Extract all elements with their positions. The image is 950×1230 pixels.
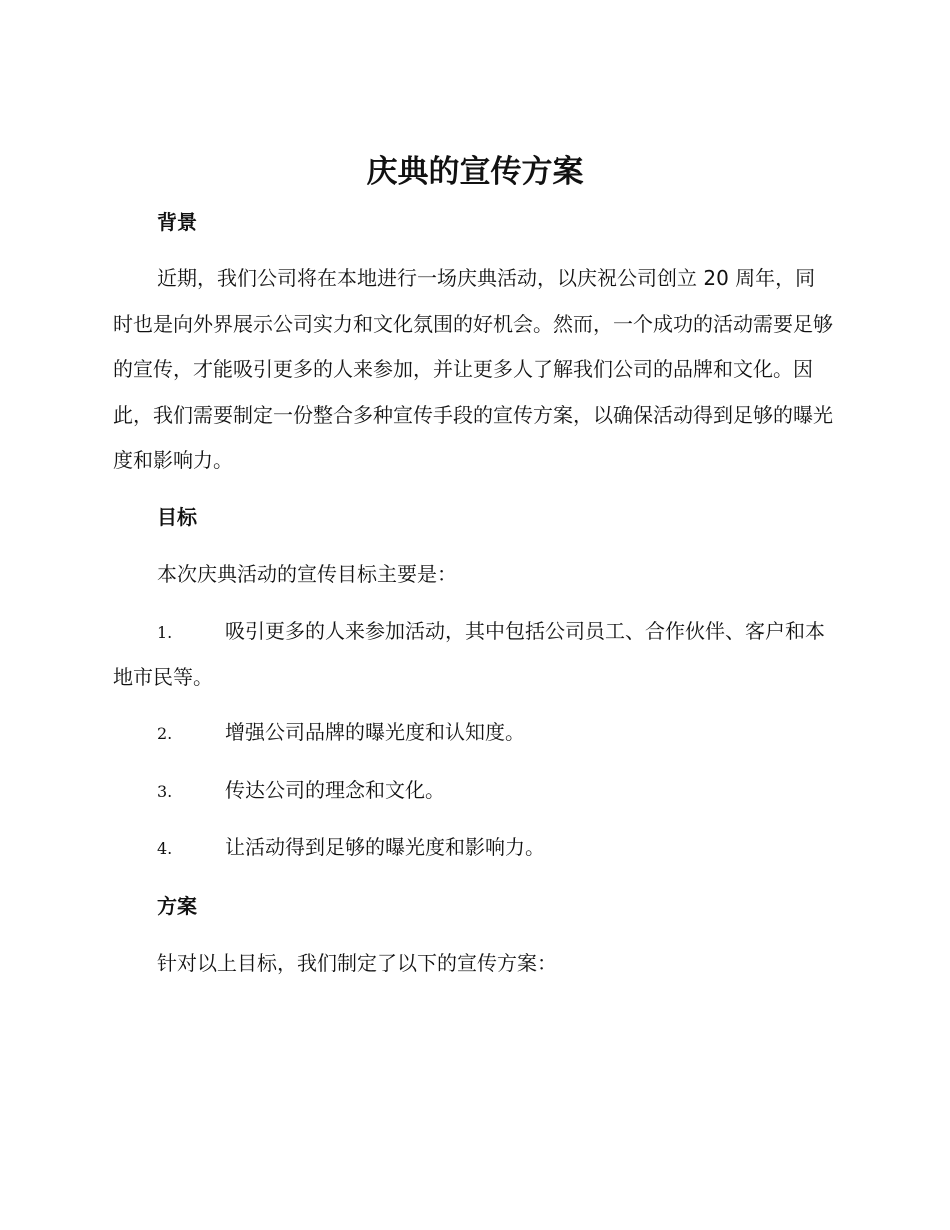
goal-item-2: [113, 710, 833, 756]
goal-item-number: 1.: [157, 623, 173, 642]
goal-item-text: 传达公司的理念和文化。: [225, 778, 445, 802]
section-heading-background: 背景: [157, 210, 197, 234]
goal-item-text: 增强公司品牌的曝光度和认知度。: [225, 720, 525, 744]
section-heading-goals: 目标: [157, 505, 197, 529]
goals-intro: 本次庆典活动的宣传目标主要是：: [157, 562, 457, 586]
goal-item-4: [113, 825, 833, 871]
goal-item-text: 吸引更多的人来参加活动，其中包括公司员工、合作伙伴、客户和本地市民等。: [113, 619, 825, 689]
goal-item-1: [113, 609, 833, 700]
section-heading-plan: 方案: [157, 894, 197, 918]
goal-item-text: 让活动得到足够的曝光度和影响力。: [225, 835, 545, 859]
goal-item-number: 3.: [157, 782, 173, 801]
document-title: 庆典的宣传方案: [366, 154, 584, 190]
background-paragraph: 近期，我们公司将在本地进行一场庆典活动，以庆祝公司创立 20 周年，同时也是向外界展示公司实力和文化氛围的好机会。然而，一个成功的活动需要足够的宣传，才能吸引更多的人来参加，并让更多人了解我们公司的品牌和文化。因此，我们需要制定一份整合多种宣传手段的宣传方案，以确保活动得到足够的曝光度和影响力。: [113, 266, 833, 472]
goal-item-3: [113, 768, 833, 814]
plan-intro: 针对以上目标，我们制定了以下的宣传方案：: [157, 951, 557, 975]
goal-item-number: 4.: [157, 839, 173, 858]
goal-item-number: 2.: [157, 724, 173, 743]
